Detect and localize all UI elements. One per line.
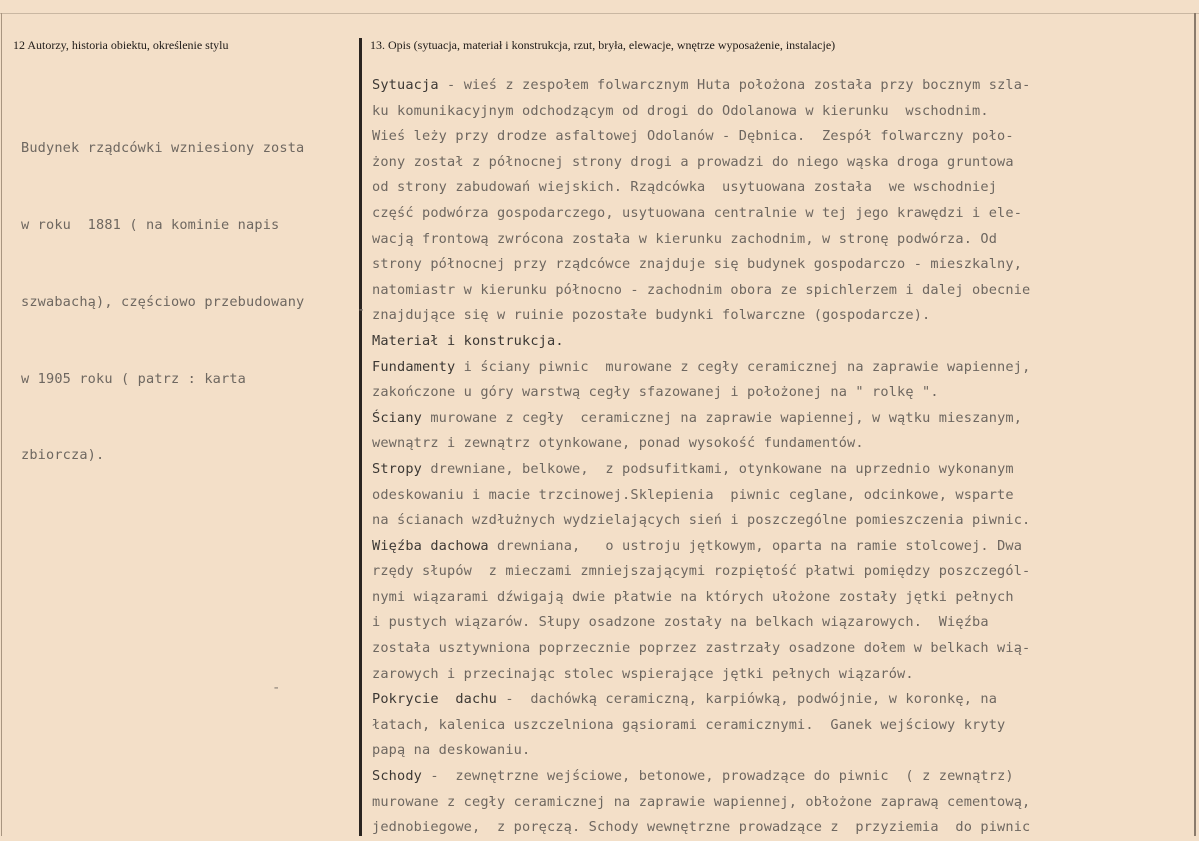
margin-mark: - <box>272 680 281 696</box>
line-text: papą na deskowaniu. <box>372 742 531 759</box>
line-text: nymi wiązarami dźwigają dwie płatwie na których ułożone zostały jętki pełnych <box>372 588 1014 605</box>
line-text: ku komunikacyjnym odchodzącym od drogi do Odolanowa w kierunku wschodnim. <box>372 102 989 119</box>
margin-mark: - <box>357 302 366 318</box>
line-text: odeskowaniu i macie trzcinowej.Sklepienia piwnic ceglane, odcinkowe, wsparte <box>372 486 1014 503</box>
line-text: drewniane, belkowe, z podsufitkami, otynkowane na uprzednio wykonanym <box>422 460 1014 477</box>
section-heading: Schody <box>372 768 423 785</box>
section-heading: Sytuacja <box>372 77 439 93</box>
text-line <box>372 201 1030 227</box>
description-text <box>372 73 1030 841</box>
line-text: murowane z cegły ceramicznej na zaprawie wapiennej, obłożone zaprawą cementową, <box>372 793 1031 810</box>
text-line <box>372 738 1030 764</box>
top-border <box>0 13 1199 14</box>
line-text: łatach, kalenica uszczelniona gąsiorami ceramicznymi. Ganek wejściowy kryty <box>372 716 1006 733</box>
text-line <box>372 790 1030 816</box>
section-13-header: 13. Opis (sytuacja, materiał i konstrukcja, rzut, bryła, elewacje, wnętrze wyposażenie, instalacje) <box>370 38 836 52</box>
section-heading: Więźba dachowa <box>372 537 489 554</box>
column-divider <box>359 38 362 836</box>
text-line <box>372 380 1030 406</box>
text-line <box>372 815 1030 841</box>
line-text: część podwórza gospodarczego, usytuowana centralnie w tej jego krawędzi i ele- <box>372 204 1023 221</box>
section-12-header: 12 Autorzy, historia obiektu, określenie stylu <box>13 38 229 52</box>
line-text: na ścianach wzdłużnych wydzielających sień i poszczególne pomieszczenia piwnic. <box>372 512 1031 529</box>
line-text: żony został z północnej strony drogi a prowadzi do niego wąska droga gruntowa <box>372 153 1014 170</box>
text-line <box>372 175 1030 201</box>
text-line <box>372 99 1030 125</box>
text-line <box>372 252 1030 278</box>
text-line <box>372 431 1030 457</box>
text-line <box>372 713 1030 739</box>
text-line: Budynek rządcówki wzniesiony zosta <box>21 140 305 157</box>
line-text: została usztywniona poprzecznie poprzez zastrzały osadzone dołem w belkach wią- <box>372 640 1031 657</box>
line-text: i ściany piwnic murowane z cegły ceramicznej na zaprawie wapiennej, <box>455 358 1031 375</box>
text-line <box>372 636 1030 662</box>
line-text: wewnątrz i zewnątrz otynkowane, ponad wysokość fundamentów. <box>372 435 864 452</box>
line-text: - zewnętrzne wejściowe, betonowe, prowadzące do piwnic ( z zewnątrz) <box>422 768 1014 785</box>
text-line <box>372 585 1030 611</box>
line-text: murowane z cegły ceramicznej na zaprawie wapiennej, w wątku mieszanym, <box>422 409 1023 426</box>
line-text: jednobiegowe, z poręczą. Schody wewnętrzne prowadzące z przyziemia do piwnic <box>372 819 1031 836</box>
section-heading: Fundamenty <box>372 358 456 375</box>
text-line <box>372 303 1030 329</box>
text-line: w roku 1881 ( na kominie napis <box>21 216 280 233</box>
text-line: zbiorcza). <box>21 447 105 464</box>
left-border <box>1 13 2 836</box>
line-text: - wieś z zespołem folwarcznym Huta położona została przy bocznym szla- <box>438 77 1031 93</box>
text-line <box>372 559 1030 585</box>
text-line <box>372 534 1030 560</box>
line-text: zarowych i przecinając stolec wspierające jętki pełnych wiązarów. <box>372 665 914 682</box>
line-text: natomiastr w kierunku północno - zachodnim obora ze spichlerzem i dalej obecnie <box>372 281 1031 298</box>
text-line <box>372 150 1030 176</box>
text-line <box>372 329 1030 355</box>
text-line <box>372 278 1030 304</box>
line-text: wacją frontową zwrócona została w kierunku zachodnim, w stronę podwórza. Od <box>372 230 998 247</box>
line-text: strony północnej przy rządcówce znajduje się budynek gospodarczo - mieszkalny, <box>372 256 1023 273</box>
section-heading: Pokrycie dachu <box>372 691 498 708</box>
text-line: szwabachą), częściowo przebudowany <box>21 293 305 310</box>
text-line <box>372 355 1030 381</box>
text-line <box>372 764 1030 790</box>
text-line <box>372 406 1030 432</box>
section-heading: Materiał i konstrukcja. <box>372 332 564 349</box>
line-text: znajdujące się w ruinie pozostałe budynki folwarczne (gospodarcze). <box>372 307 931 324</box>
text-line: w 1905 roku ( patrz : karta <box>21 370 247 387</box>
line-text: Wieś leży przy drodze asfaltowej Odolanów - Dębnica. Zespół folwarczny poło- <box>372 128 1014 145</box>
text-line <box>372 483 1030 509</box>
text-line <box>372 662 1030 688</box>
text-line <box>372 457 1030 483</box>
line-text: drewniana, o ustroju jętkowym, oparta na ramie stolcowej. Dwa <box>488 537 1023 554</box>
text-line <box>372 124 1030 150</box>
line-text: od strony zabudowań wiejskich. Rządcówka usytuowana została we wschodniej <box>372 179 998 196</box>
line-text: zakończone u góry warstwą cegły sfazowanej i położonej na " rolkę ". <box>372 384 939 401</box>
authors-history-text <box>21 85 304 520</box>
text-line <box>372 610 1030 636</box>
right-border <box>1194 13 1196 836</box>
line-text: i pustych wiązarów. Słupy osadzone zostały na belkach wiązarowych. Więźba <box>372 614 989 631</box>
text-line <box>372 227 1030 253</box>
text-line <box>372 687 1030 713</box>
text-line <box>372 73 1030 99</box>
line-text: - dachówką ceramiczną, karpiówką, podwójnie, w koronkę, na <box>497 691 998 708</box>
section-heading: Ściany <box>372 409 423 426</box>
section-heading: Stropy <box>372 460 423 477</box>
text-line <box>372 508 1030 534</box>
line-text: rzędy słupów z mieczami zmniejszającymi rozpiętość płatwi pomiędzy poszczegól- <box>372 563 1031 580</box>
